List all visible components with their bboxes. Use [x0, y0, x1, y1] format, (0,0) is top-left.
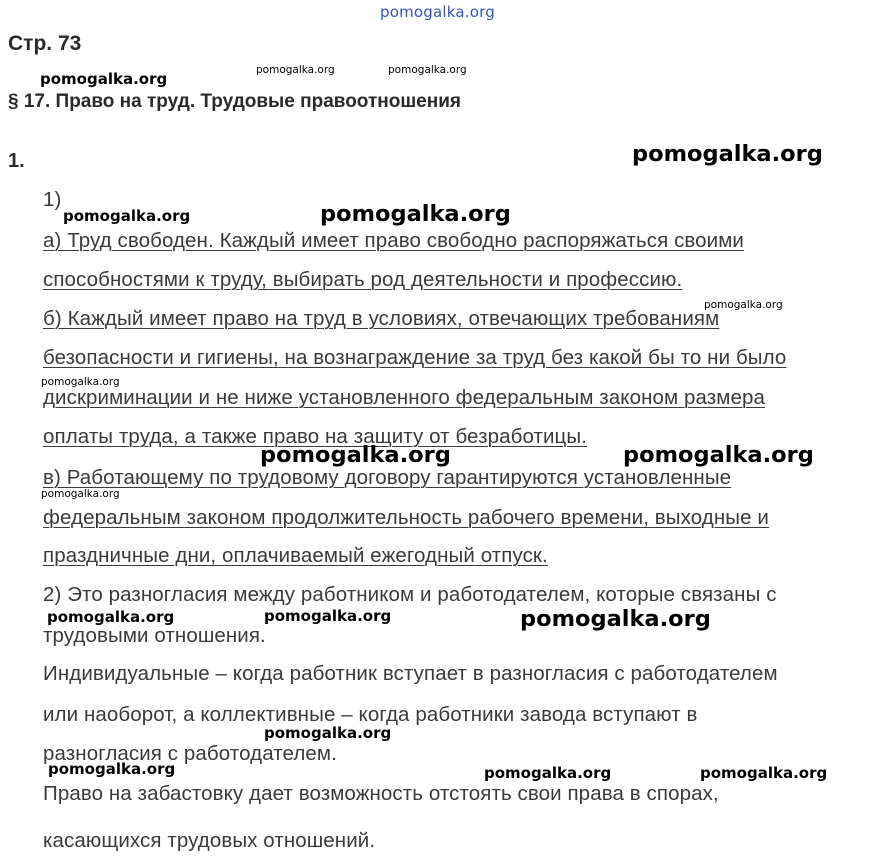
watermark: pomogalka.org — [388, 64, 467, 76]
watermark-top: pomogalka.org — [380, 3, 495, 21]
answer-line: Индивидуальные – когда работник вступает в разногласия с работодателем — [43, 662, 778, 685]
answer-line: 2) Это разногласия между работником и работодателем, которые связаны с — [43, 583, 777, 606]
watermark: pomogalka.org — [264, 607, 392, 625]
answer-line: оплаты труда, а также право на защиту от безработицы. — [43, 425, 588, 448]
watermark: pomogalka.org — [48, 760, 176, 778]
watermark: pomogalka.org — [264, 724, 392, 742]
watermark: pomogalka.org — [632, 141, 823, 167]
answer-line: дискриминации и не ниже установленного федеральным законом размера — [43, 386, 765, 409]
answer-line: праздничные дни, оплачиваемый ежегодный отпуск. — [43, 544, 548, 567]
watermark: pomogalka.org — [40, 70, 168, 88]
answer-line: в) Работающему по трудовому договору гарантируются установленные — [43, 466, 732, 489]
watermark: pomogalka.org — [320, 201, 511, 227]
watermark: pomogalka.org — [41, 376, 120, 388]
watermark: pomogalka.org — [700, 764, 828, 782]
answer-line: федеральным законом продолжительность рабочего времени, выходные и — [43, 506, 769, 529]
answer-line: способностями к труду, выбирать род деятельности и профессию. — [43, 268, 683, 291]
watermark: pomogalka.org — [256, 64, 335, 76]
watermark: pomogalka.org — [47, 608, 175, 626]
answer-line: Право на забастовку дает возможность отстоять свои права в спорах, — [43, 782, 719, 805]
watermark: pomogalka.org — [623, 442, 814, 468]
answer-line: а) Труд свободен. Каждый имеет право свободно распоряжаться своими — [43, 229, 744, 252]
watermark: pomogalka.org — [484, 764, 612, 782]
answer-line: трудовыми отношения. — [43, 624, 266, 647]
answer-line: или наоборот, а коллективные – когда работники завода вступают в — [43, 703, 698, 726]
watermark: pomogalka.org — [260, 442, 451, 468]
part-1-marker: 1) — [43, 188, 62, 211]
watermark: pomogalka.org — [41, 488, 120, 500]
answer-line: безопасности и гигиены, на вознаграждение за труд без какой бы то ни было — [43, 346, 787, 369]
page-reference: Стр. 73 — [8, 32, 82, 55]
answer-line: касающихся трудовых отношений. — [43, 829, 376, 852]
answer-line: разногласия с работодателем. — [43, 742, 337, 765]
watermark: pomogalka.org — [704, 299, 783, 311]
task-number: 1. — [8, 150, 25, 172]
section-title: § 17. Право на труд. Трудовые правоотношения — [8, 91, 461, 112]
watermark: pomogalka.org — [63, 207, 191, 225]
answer-line: б) Каждый имеет право на труд в условиях, отвечающих требованиям — [43, 307, 720, 330]
watermark: pomogalka.org — [520, 606, 711, 632]
